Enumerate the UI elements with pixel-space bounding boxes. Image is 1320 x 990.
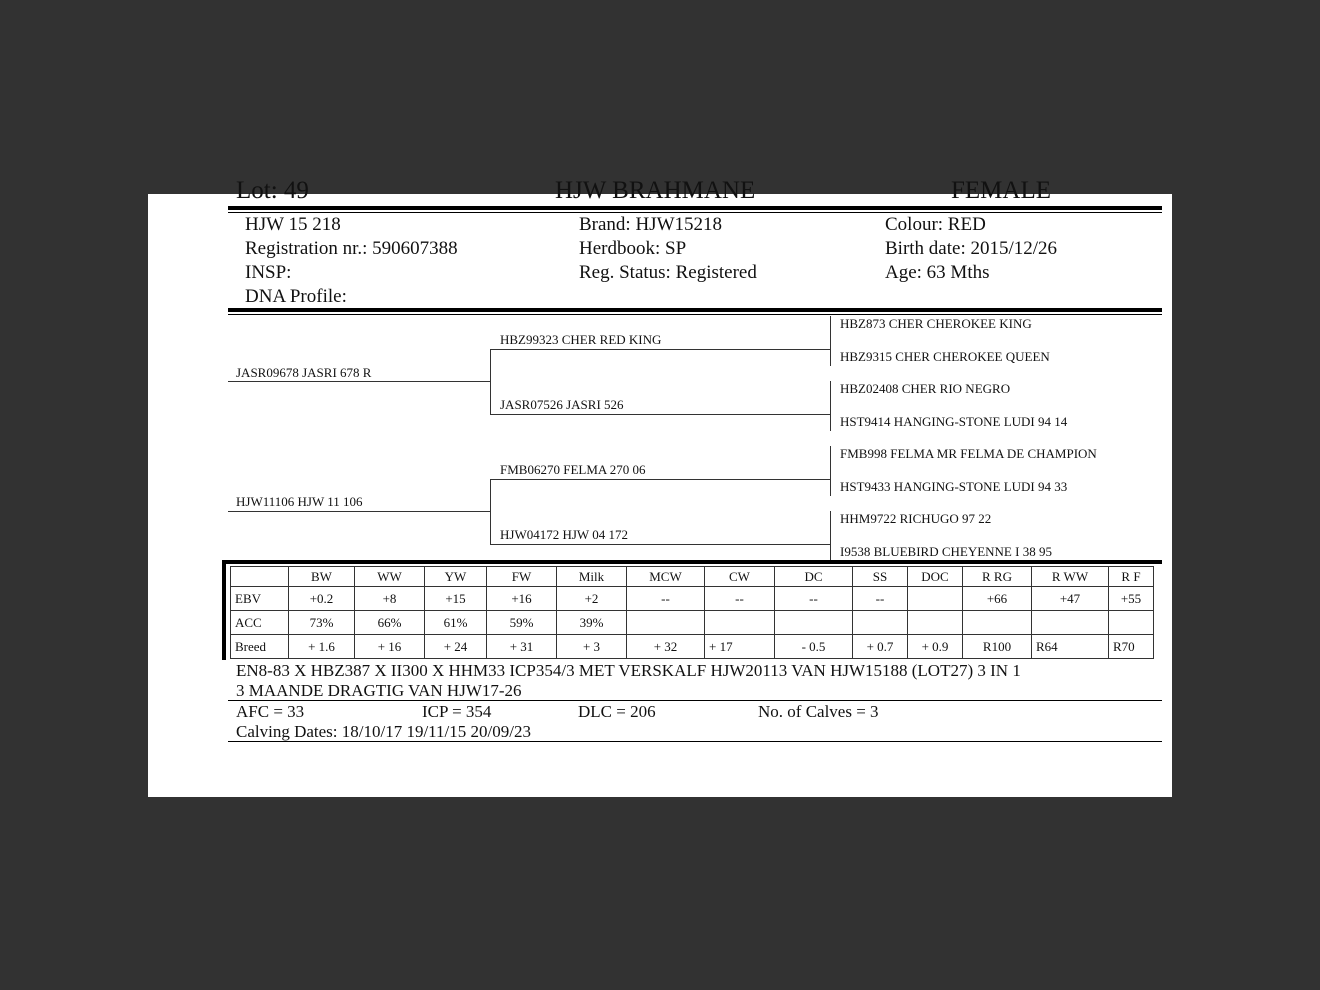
breed-cell: + 1.6 — [289, 635, 355, 659]
ebv-row — [231, 587, 1154, 611]
insp-label: INSP: — [245, 262, 292, 283]
pedigree-sire-dam: JASR07526 JASRI 526 — [500, 397, 624, 412]
dam-line — [228, 511, 490, 512]
dna-profile-label: DNA Profile: — [245, 286, 347, 307]
breed-cell: + 0.9 — [908, 635, 963, 659]
acc-cell: 39% — [557, 611, 627, 635]
acc-cell: 73% — [289, 611, 355, 635]
gg3-branch — [830, 446, 831, 496]
pedigree-gg-6: HST9433 HANGING-STONE LUDI 94 33 — [840, 479, 1068, 494]
acc-cell — [1109, 611, 1154, 635]
birth-date: Birth date: 2015/12/26 — [885, 238, 1058, 259]
ebv-cell: +66 — [963, 587, 1032, 611]
ebv-header-cell: MCW — [627, 567, 705, 587]
sd-line — [490, 414, 830, 415]
document-page — [148, 177, 1172, 797]
ebv-header-cell: YW — [425, 567, 487, 587]
breed-cell: + 3 — [557, 635, 627, 659]
ebv-cell: -- — [775, 587, 853, 611]
pedigree-dam-dam: HJW04172 HJW 04 172 — [500, 527, 628, 542]
ebv-cell: -- — [705, 587, 775, 611]
ebv-header-cell: R F — [1109, 567, 1154, 587]
brand: Brand: HJW15218 — [579, 214, 723, 235]
ebv-header-cell: FW — [487, 567, 557, 587]
acc-cell — [705, 611, 775, 635]
pedigree-dam-sire: FMB06270 FELMA 270 06 — [500, 462, 646, 477]
gg1-branch — [830, 316, 831, 366]
dd-line — [490, 544, 830, 545]
acc-cell: 59% — [487, 611, 557, 635]
ebv-table — [230, 566, 1154, 659]
breed-cell: + 16 — [355, 635, 425, 659]
colour: Colour: RED — [885, 214, 986, 235]
calving-dates: Calving Dates: 18/10/17 19/11/15 20/09/23 — [236, 722, 531, 741]
pedigree-gg-5: FMB998 FELMA MR FELMA DE CHAMPION — [840, 446, 1097, 461]
acc-cell — [908, 611, 963, 635]
ebv-header-cell: R WW — [1032, 567, 1109, 587]
pedigree-sire-sire: HBZ99323 CHER RED KING — [500, 332, 662, 347]
breed-row — [231, 635, 1154, 659]
ebv-cell: +0.2 — [289, 587, 355, 611]
breed-cell: + 24 — [425, 635, 487, 659]
ds-line — [490, 479, 830, 480]
info-rule-thin — [228, 314, 1162, 315]
sire-line — [228, 381, 490, 382]
ebv-cell: +8 — [355, 587, 425, 611]
acc-cell: ACC — [231, 611, 289, 635]
pedigree-gg-4: HST9414 HANGING-STONE LUDI 94 14 — [840, 414, 1068, 429]
pedigree-gg-2: HBZ9315 CHER CHEROKEE QUEEN — [840, 349, 1050, 364]
ss-line — [490, 349, 830, 350]
ebv-header-cell: DC — [775, 567, 853, 587]
breed-cell: + 32 — [627, 635, 705, 659]
pedigree-dam: HJW11106 HJW 11 106 — [236, 494, 363, 509]
herdbook: Herdbook: SP — [579, 238, 687, 259]
ebv-cell: +2 — [557, 587, 627, 611]
age: Age: 63 Mths — [885, 262, 990, 283]
acc-cell — [853, 611, 908, 635]
dlc: DLC = 206 — [578, 702, 656, 721]
ebv-header-cell: SS — [853, 567, 908, 587]
breed-cell: Breed — [231, 635, 289, 659]
ebv-header-cell: Milk — [557, 567, 627, 587]
comment-rule — [228, 700, 1162, 701]
gg2-branch — [830, 381, 831, 431]
acc-cell — [963, 611, 1032, 635]
ebv-header-cell: WW — [355, 567, 425, 587]
breed-cell: R64 — [1032, 635, 1109, 659]
ebv-cell: +47 — [1032, 587, 1109, 611]
ebv-header-cell: CW — [705, 567, 775, 587]
dam-branch — [490, 479, 491, 544]
pedigree-gg-1: HBZ873 CHER CHEROKEE KING — [840, 316, 1032, 331]
acc-cell — [775, 611, 853, 635]
pedigree-gg-7: HHM9722 RICHUGO 97 22 — [840, 511, 992, 526]
breed-cell: + 31 — [487, 635, 557, 659]
breed-cell: R100 — [963, 635, 1032, 659]
ebv-cell: -- — [627, 587, 705, 611]
pedigree-sire: JASR09678 JASRI 678 R — [236, 365, 372, 380]
breed-cell: - 0.5 — [775, 635, 853, 659]
ebv-cell: +15 — [425, 587, 487, 611]
ebv-cell — [908, 587, 963, 611]
ebv-cell: +16 — [487, 587, 557, 611]
breed-title: HJW BRAHMANE — [555, 177, 756, 204]
table-top-rule — [222, 560, 1162, 564]
ebv-header-cell: R RG — [963, 567, 1032, 587]
info-rule — [228, 308, 1162, 312]
pedigree-gg-8: I9538 BLUEBIRD CHEYENNE I 38 95 — [840, 544, 1052, 559]
footer-rule — [228, 741, 1162, 742]
pedigree-gg-3: HBZ02408 CHER RIO NEGRO — [840, 381, 1011, 396]
animal-name: HJW 15 218 — [245, 214, 341, 235]
afc: AFC = 33 — [236, 702, 305, 721]
breed-cell: R70 — [1109, 635, 1154, 659]
sire-branch — [490, 349, 491, 414]
comment-line-1: EN8-83 X HBZ387 X II300 X HHM33 ICP354/3 MET VERSKALF HJW20113 VAN HJW15188 (LOT27) 3 IN 1 — [236, 661, 1021, 680]
acc-cell — [1032, 611, 1109, 635]
ebv-cell: -- — [853, 587, 908, 611]
acc-cell: 66% — [355, 611, 425, 635]
icp: ICP = 354 — [422, 702, 492, 721]
lot-number: Lot: 49 — [236, 177, 309, 204]
reg-status: Reg. Status: Registered — [579, 262, 757, 283]
number-of-calves: No. of Calves = 3 — [758, 702, 879, 721]
sex-label: FEMALE — [951, 177, 1051, 204]
ebv-header-cell: BW — [289, 567, 355, 587]
ebv-cell: +55 — [1109, 587, 1154, 611]
breed-cell: + 0.7 — [853, 635, 908, 659]
breed-cell: + 17 — [705, 635, 775, 659]
ebv-header-row — [231, 567, 1154, 587]
comment-line-2: 3 MAANDE DRAGTIG VAN HJW17-26 — [236, 681, 522, 700]
acc-cell: 61% — [425, 611, 487, 635]
registration-number: Registration nr.: 590607388 — [245, 238, 458, 259]
ebv-header-cell: DOC — [908, 567, 963, 587]
table-left-rule — [222, 560, 226, 660]
header-rule — [228, 206, 1162, 210]
acc-row — [231, 611, 1154, 635]
ebv-header-cell — [231, 567, 289, 587]
acc-cell — [627, 611, 705, 635]
ebv-cell: EBV — [231, 587, 289, 611]
gg4-branch — [830, 511, 831, 561]
